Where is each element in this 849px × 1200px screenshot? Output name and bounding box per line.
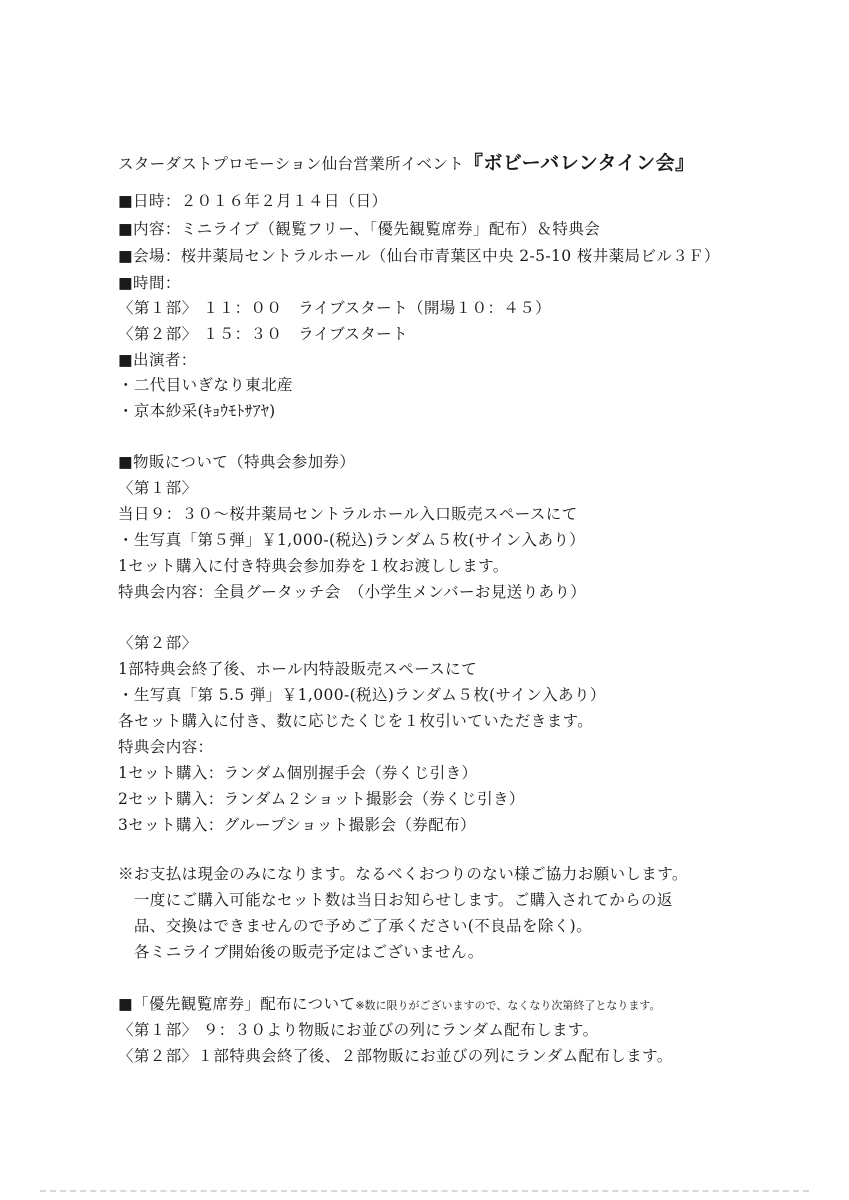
merch-part2-line5: 1セット購入：ランダム個別握手会（券くじ引き） [118,764,478,782]
payment-note-line3: 品、交換はできませんので予めご了承ください(不良品を除く)。 [118,917,592,935]
priority-heading [118,993,660,1017]
part1-time: 〈第１部〉 １１：００ ライブスタート（開場１０：４５） [118,299,552,317]
performer-2: ・京本紗采(ｷｮｳﾓﾄｻｱﾔ) [118,402,276,420]
merch-part2-heading: 〈第２部〉 [118,634,198,652]
merch-part1-line3: 1セット購入に付き特典会参加券を１枚お渡しします。 [118,557,509,575]
priority-part2: 〈第２部〉１部特典会終了後、２部物販にお並びの列にランダム配布します。 [118,1047,673,1065]
merch-part2-line6: 2セット購入：ランダム２ショット撮影会（券くじ引き） [118,790,525,808]
payment-note-line2: 一度にご購入可能なセット数は当日お知らせします。ご購入されてからの返 [118,891,673,909]
performers-heading: ■出演者： [118,351,197,369]
event-name: 『ボビーバレンタイン会』 [463,152,695,174]
event-date: ■日時：２０１６年２月１４日（日） [118,192,388,210]
title-prefix: スターダストプロモーション仙台営業所イベント [118,155,464,173]
merch-part1-heading: 〈第１部〉 [118,479,198,497]
merch-part2-line1: 1部特典会終了後、ホール内特設販売スペースにて [118,660,477,678]
merch-part1-line4: 特典会内容：全員グータッチ会 （小学生メンバーお見送りあり） [118,583,587,601]
payment-note-line1: ※お支払は現金のみになります。なるべくおつりのない様ご協力お願いします。 [118,865,688,883]
priority-heading-note: ※数に限りがございますので、なくなり次第終了となります。 [355,999,661,1012]
priority-part1: 〈第１部〉 ９：３０より物販にお並びの列にランダム配布します。 [118,1021,599,1039]
merch-heading: ■物販について（特典会参加券） [118,453,356,471]
scan-edge-mark [40,1190,809,1196]
performer-1: ・二代目いぎなり東北産 [118,376,293,394]
merch-part2-line4: 特典会内容： [118,738,214,756]
merch-part1-line2: ・生写真「第５弾」￥1,000-(税込)ランダム５枚(サイン入あり） [118,531,586,549]
merch-part1-line1: 当日９：３０～桜井薬局セントラルホール入口販売スペースにて [118,505,578,523]
event-venue: ■会場：桜井薬局セントラルホール（仙台市青葉区中央 2-5-10 桜井薬局ビル３Ｆ） [118,247,720,265]
merch-part2-line2: ・生写真「第 5.5 弾」￥1,000-(税込)ランダム５枚(サイン入あり） [118,686,606,704]
merch-part2-line3: 各セット購入に付き、数に応じたくじを１枚引いていただきます。 [118,712,594,730]
payment-note-line4: 各ミニライブ開始後の販売予定はございません。 [118,943,484,961]
priority-heading-text: ■「優先観覧席券」配布について [118,995,356,1013]
document-title [118,152,695,175]
event-content: ■内容：ミニライブ（観覧フリー、「優先観覧席券」配布）＆特典会 [118,220,601,238]
merch-part2-line7: 3セット購入：グループショット撮影会（券配布） [118,816,476,834]
time-heading: ■時間： [118,274,181,292]
part2-time: 〈第２部〉 １５：３０ ライブスタート [118,325,408,343]
